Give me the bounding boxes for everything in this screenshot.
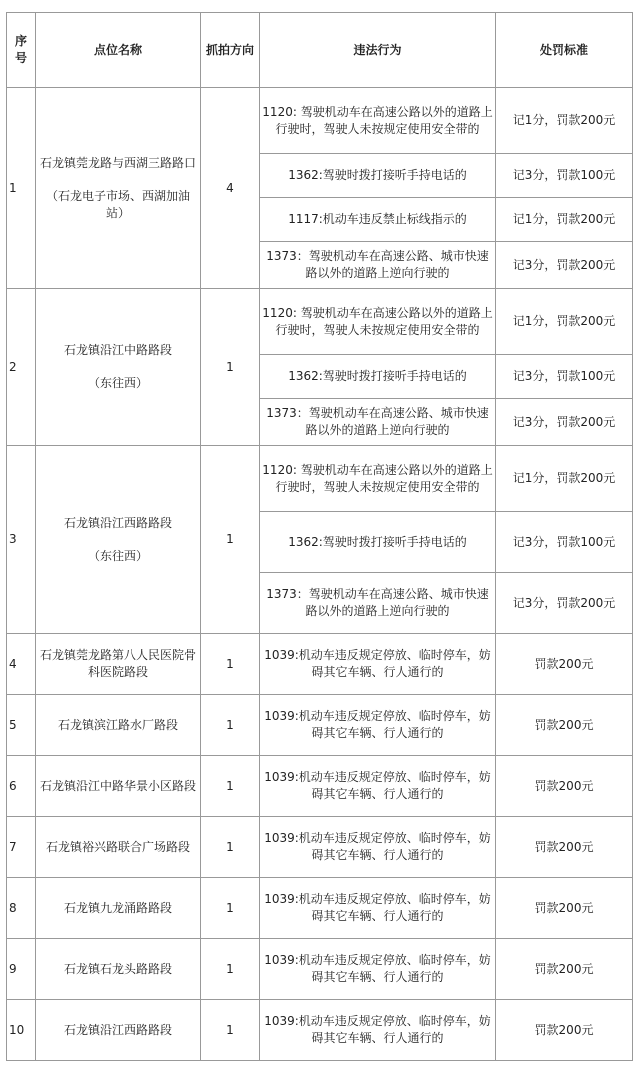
direction-cell: 4 <box>201 88 260 289</box>
seq-cell: 5 <box>7 695 36 756</box>
penalty-cell: 记3分，罚款200元 <box>496 573 633 634</box>
location-name: 石龙镇莞龙路与西湖三路路口 <box>39 155 196 170</box>
behavior-cell: 1362:驾驶时拨打接听手持电话的 <box>260 154 496 198</box>
location-cell: 石龙镇莞龙路第八人民医院骨科医院路段 <box>36 634 201 695</box>
penalty-cell: 罚款200元 <box>496 634 633 695</box>
table-row <box>7 634 633 695</box>
penalty-cell: 记3分，罚款200元 <box>496 242 633 289</box>
direction-cell: 1 <box>201 817 260 878</box>
table-row <box>7 289 633 355</box>
location-cell: 石龙镇滨江路水厂路段 <box>36 695 201 756</box>
seq-cell: 2 <box>7 289 36 446</box>
direction-cell: 1 <box>201 878 260 939</box>
penalty-cell: 记3分，罚款200元 <box>496 399 633 446</box>
penalty-cell: 记3分，罚款100元 <box>496 512 633 573</box>
location-name: 石龙镇沿江西路路段 <box>63 515 172 530</box>
seq-cell: 9 <box>7 939 36 1000</box>
behavior-cell: 1039:机动车违反规定停放、临时停车，妨碍其它车辆、行人通行的 <box>260 756 496 817</box>
behavior-cell: 1120: 驾驶机动车在高速公路以外的道路上行驶时，驾驶人未按规定使用安全带的 <box>260 289 496 355</box>
behavior-cell: 1117:机动车违反禁止标线指示的 <box>260 198 496 242</box>
header-row <box>7 13 633 88</box>
table-row <box>7 1000 633 1061</box>
table-row <box>7 756 633 817</box>
table-row <box>7 446 633 512</box>
location-cell: 石龙镇九龙涌路路段 <box>36 878 201 939</box>
seq-cell: 4 <box>7 634 36 695</box>
location-note: （东往西） <box>87 376 148 390</box>
enforcement-table <box>6 12 633 1061</box>
behavior-cell: 1039:机动车违反规定停放、临时停车，妨碍其它车辆、行人通行的 <box>260 695 496 756</box>
table-row <box>7 939 633 1000</box>
penalty-cell: 罚款200元 <box>496 878 633 939</box>
header-seq: 序 号 <box>7 13 36 88</box>
table-row <box>7 878 633 939</box>
seq-cell: 6 <box>7 756 36 817</box>
penalty-cell: 罚款200元 <box>496 939 633 1000</box>
behavior-cell: 1362:驾驶时拨打接听手持电话的 <box>260 355 496 399</box>
penalty-cell: 记3分，罚款100元 <box>496 154 633 198</box>
behavior-cell: 1373：驾驶机动车在高速公路、城市快速路以外的道路上逆向行驶的 <box>260 573 496 634</box>
header-location: 点位名称 <box>36 13 201 88</box>
location-note: （东往西） <box>87 548 148 563</box>
header-behavior: 违法行为 <box>260 13 496 88</box>
penalty-cell: 罚款200元 <box>496 817 633 878</box>
table-row <box>7 695 633 756</box>
seq-cell: 7 <box>7 817 36 878</box>
direction-cell: 1 <box>201 446 260 634</box>
location-cell: 石龙镇沿江中路华景小区路段 <box>36 756 201 817</box>
direction-cell: 1 <box>201 695 260 756</box>
penalty-cell: 记1分，罚款200元 <box>496 289 633 355</box>
behavior-cell: 1120: 驾驶机动车在高速公路以外的道路上行驶时，驾驶人未按规定使用安全带的 <box>260 88 496 154</box>
direction-cell: 1 <box>201 1000 260 1061</box>
behavior-cell: 1039:机动车违反规定停放、临时停车，妨碍其它车辆、行人通行的 <box>260 817 496 878</box>
behavior-cell: 1362:驾驶时拨打接听手持电话的 <box>260 512 496 573</box>
behavior-cell: 1039:机动车违反规定停放、临时停车，妨碍其它车辆、行人通行的 <box>260 1000 496 1061</box>
header-direction: 抓拍方向 <box>201 13 260 88</box>
direction-cell: 1 <box>201 756 260 817</box>
location-name: 石龙镇沿江中路路段 <box>63 343 172 357</box>
table-row <box>7 817 633 878</box>
header-penalty: 处罚标准 <box>496 13 633 88</box>
direction-cell: 1 <box>201 939 260 1000</box>
behavior-cell: 1039:机动车违反规定停放、临时停车，妨碍其它车辆、行人通行的 <box>260 939 496 1000</box>
seq-cell: 1 <box>7 88 36 289</box>
seq-cell: 10 <box>7 1000 36 1061</box>
location-cell <box>36 88 201 289</box>
behavior-cell: 1039:机动车违反规定停放、临时停车，妨碍其它车辆、行人通行的 <box>260 634 496 695</box>
penalty-cell: 罚款200元 <box>496 695 633 756</box>
direction-cell: 1 <box>201 634 260 695</box>
behavior-cell: 1373：驾驶机动车在高速公路、城市快速路以外的道路上逆向行驶的 <box>260 242 496 289</box>
penalty-cell: 罚款200元 <box>496 1000 633 1061</box>
location-cell <box>36 446 201 634</box>
penalty-cell: 记3分，罚款100元 <box>496 355 633 399</box>
behavior-cell: 1039:机动车违反规定停放、临时停车，妨碍其它车辆、行人通行的 <box>260 878 496 939</box>
direction-cell: 1 <box>201 289 260 446</box>
penalty-cell: 记1分，罚款200元 <box>496 198 633 242</box>
location-note: （石龙电子市场、西湖加油站） <box>45 188 190 220</box>
location-cell <box>36 289 201 446</box>
penalty-cell: 记1分，罚款200元 <box>496 88 633 154</box>
behavior-cell: 1120: 驾驶机动车在高速公路以外的道路上行驶时，驾驶人未按规定使用安全带的 <box>260 446 496 512</box>
seq-cell: 8 <box>7 878 36 939</box>
location-cell: 石龙镇沿江西路路段 <box>36 1000 201 1061</box>
seq-cell: 3 <box>7 446 36 634</box>
location-cell: 石龙镇裕兴路联合广场路段 <box>36 817 201 878</box>
penalty-cell: 记1分，罚款200元 <box>496 446 633 512</box>
penalty-cell: 罚款200元 <box>496 756 633 817</box>
location-cell: 石龙镇石龙头路路段 <box>36 939 201 1000</box>
behavior-cell: 1373：驾驶机动车在高速公路、城市快速路以外的道路上逆向行驶的 <box>260 399 496 446</box>
table-row <box>7 88 633 154</box>
